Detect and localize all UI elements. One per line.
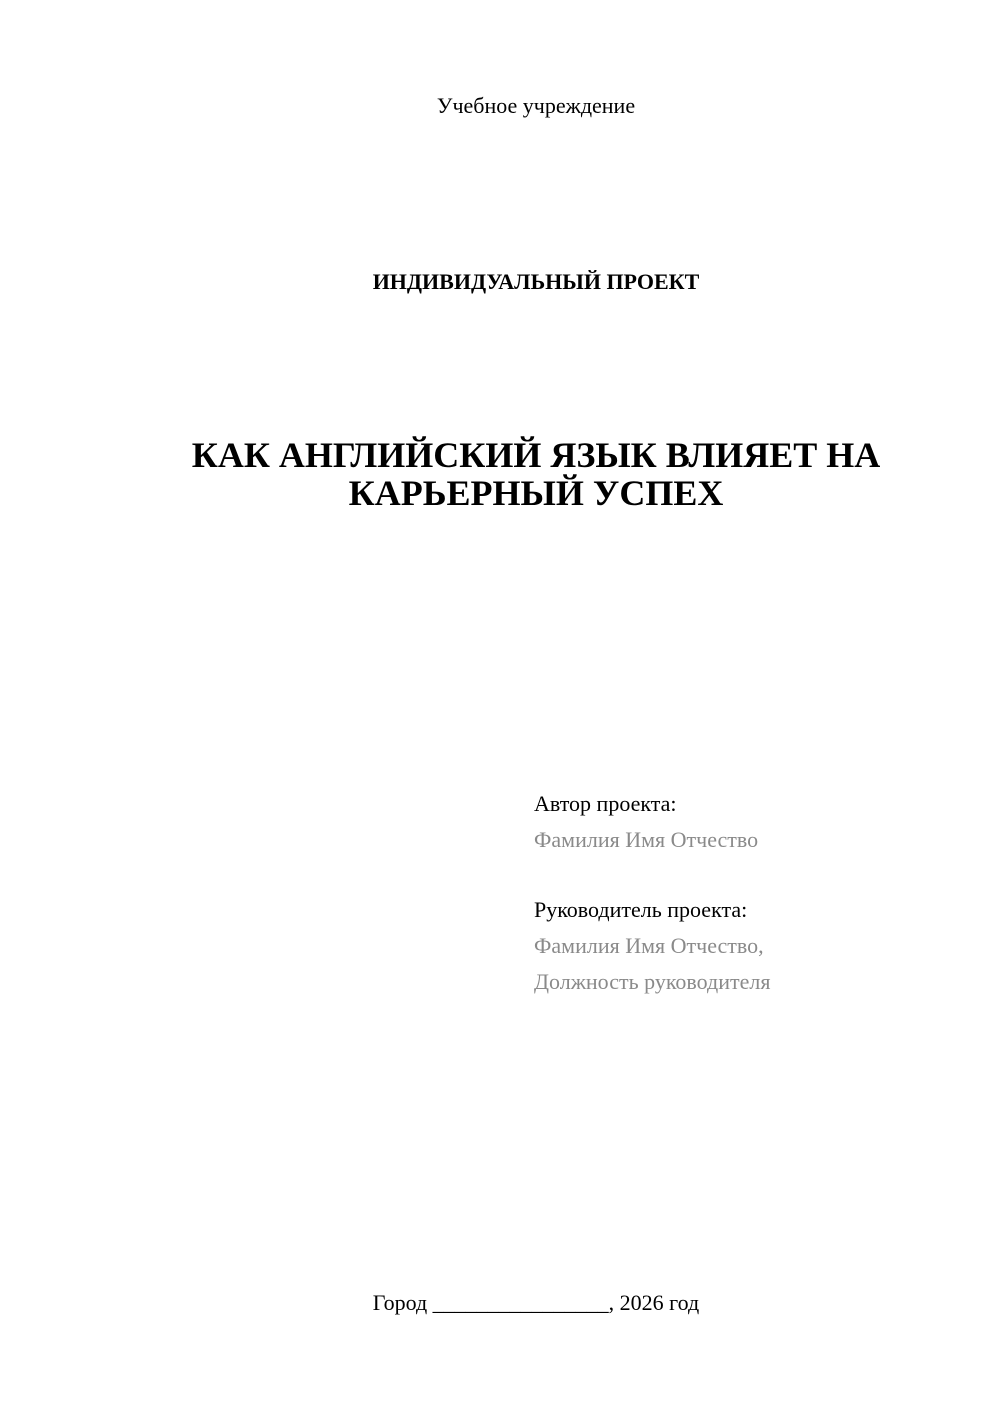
- institution-name: Учебное учреждение: [436, 93, 636, 118]
- supervisor-block: [534, 892, 964, 1000]
- city-year-line: Город ________________, 2026 год: [372, 1290, 700, 1315]
- supervisor-label: Руководитель проекта:: [534, 897, 748, 922]
- supervisor-position: Должность руководителя: [534, 969, 771, 994]
- project-title: [150, 436, 922, 512]
- author-block: [534, 786, 964, 858]
- document-type: ИНДИВИДУАЛЬНЫЙ ПРОЕКТ: [372, 269, 700, 294]
- supervisor-name: Фамилия Имя Отчество,: [534, 933, 764, 958]
- author-label: Автор проекта:: [534, 791, 677, 816]
- author-name: Фамилия Имя Отчество: [534, 827, 759, 852]
- project-title-line-1: КАК АНГЛИЙСКИЙ ЯЗЫК ВЛИЯЕТ НА: [191, 435, 881, 475]
- project-title-line-2: КАРЬЕРНЫЙ УСПЕХ: [348, 473, 724, 513]
